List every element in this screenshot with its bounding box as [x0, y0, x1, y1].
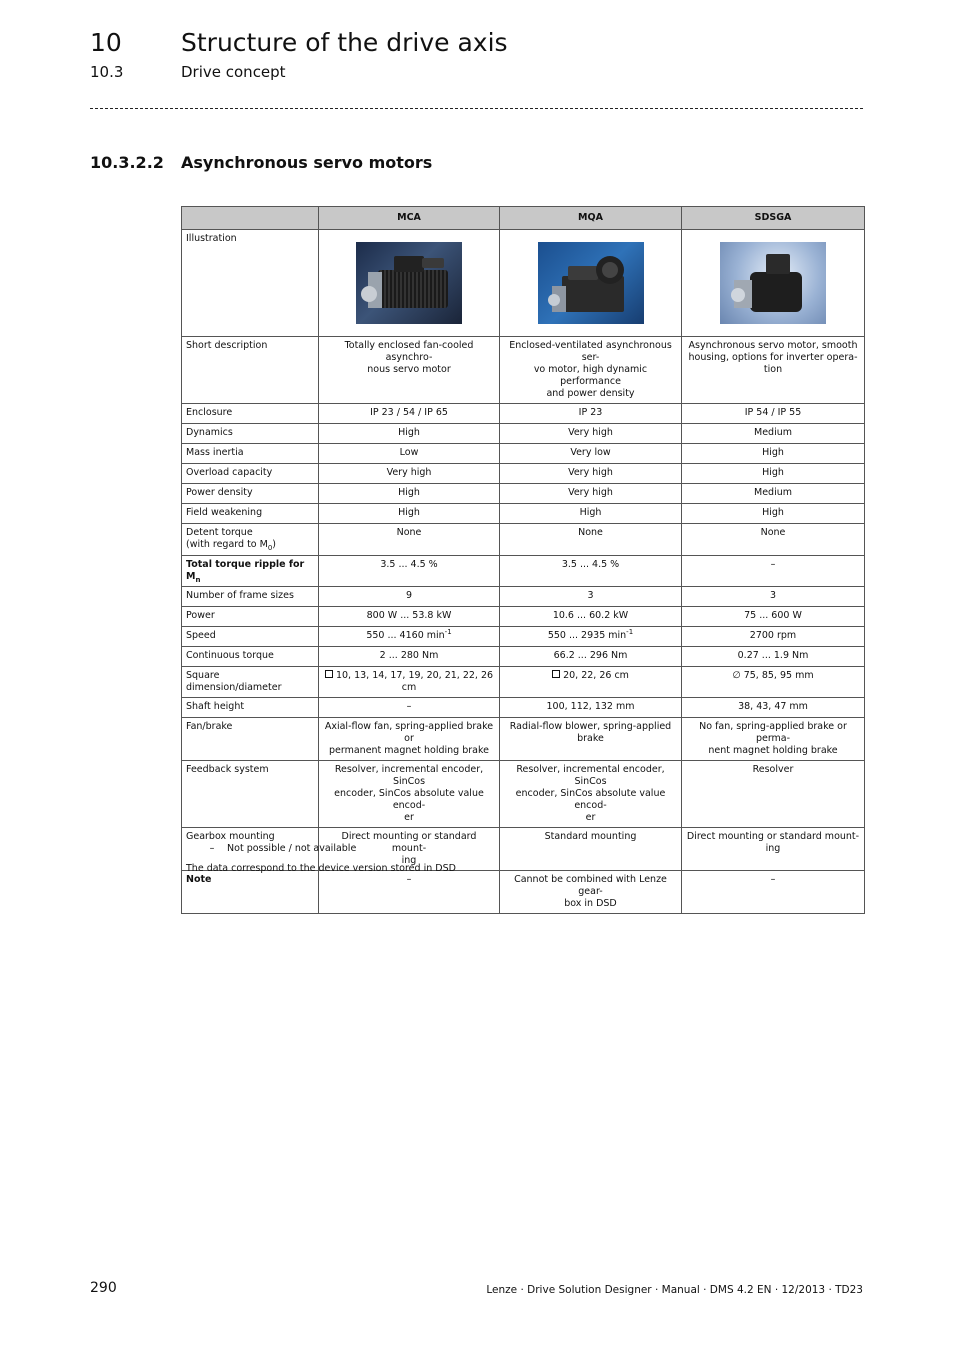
value-cell-mqa — [500, 484, 682, 504]
value-cell-mca — [319, 607, 500, 627]
cell-text: 75 ... 600 W — [744, 610, 802, 621]
cell-text: Resolver, incremental encoder, SinCos encoder, SinCos absolute value encod- er — [334, 764, 484, 823]
value-cell-sdsga — [682, 871, 865, 914]
cell-text: 10, 13, 14, 17, 19, 20, 21, 22, 26 cm — [335, 670, 494, 693]
cell-text: – — [406, 701, 412, 712]
cell-text: None — [760, 527, 786, 538]
cell-text: 2700 rpm — [749, 630, 797, 641]
cell-text: None — [578, 527, 603, 538]
row-label — [182, 607, 319, 627]
value-cell-mqa — [500, 607, 682, 627]
row-label-text: Fan/brake — [186, 721, 233, 732]
row-label — [182, 627, 319, 647]
mca-motor-image — [356, 242, 462, 324]
cell-text: Very high — [568, 467, 613, 478]
motor-spec-table — [181, 206, 865, 914]
table-row — [182, 587, 865, 607]
table-row-illustration — [182, 230, 865, 337]
row-label-text: Speed — [186, 630, 216, 641]
row-label-text: Power density — [186, 487, 253, 498]
cell-text: ∅ 75, 85, 95 mm — [732, 670, 814, 681]
cell-text: High — [762, 507, 784, 518]
page-number: 290 — [90, 1280, 117, 1296]
row-label-text: Dynamics — [186, 427, 233, 438]
cell-text: High — [398, 507, 420, 518]
row-label — [182, 464, 319, 484]
value-cell-mqa — [500, 761, 682, 828]
value-cell-mqa — [500, 524, 682, 556]
illustration-cell-sdsga — [682, 230, 865, 337]
cell-text: Direct mounting or standard mount- ing — [686, 831, 860, 854]
unit-superscript: -1 — [626, 627, 634, 636]
cell-text: Resolver — [752, 764, 794, 775]
value-cell-sdsga — [682, 504, 865, 524]
cell-text: High — [762, 447, 784, 458]
value-cell-sdsga — [682, 444, 865, 464]
value-cell-sdsga — [682, 627, 865, 647]
table-header-row — [182, 207, 865, 230]
value-cell-mqa — [500, 871, 682, 914]
cell-text: High — [398, 487, 420, 498]
table-row — [182, 424, 865, 444]
value-cell-mca — [319, 667, 500, 698]
cell-text: Asynchronous servo motor, smooth housing, options for inverter opera- tion — [688, 340, 858, 375]
illustration-cell-mqa — [500, 230, 682, 337]
cell-text: Medium — [754, 427, 792, 438]
row-label-note: (with regard to M — [186, 539, 268, 550]
value-cell-mqa — [500, 647, 682, 667]
value-cell-mqa — [500, 828, 682, 871]
cell-text: 3.5 ... 4.5 % — [380, 559, 438, 570]
value-cell-sdsga — [682, 524, 865, 556]
cell-text: 100, 112, 132 mm — [546, 701, 635, 712]
row-label — [182, 504, 319, 524]
value-cell-mqa — [500, 504, 682, 524]
header-divider — [90, 108, 863, 109]
cell-text: Very low — [570, 447, 611, 458]
value-cell-mca — [319, 587, 500, 607]
row-label-text: Field weakening — [186, 507, 263, 518]
row-label — [182, 404, 319, 424]
table-row — [182, 484, 865, 504]
cell-text: Very high — [386, 467, 432, 478]
value-cell-mca — [319, 404, 500, 424]
value-cell-sdsga — [682, 698, 865, 718]
value-cell-mca — [319, 424, 500, 444]
cell-text: – — [770, 874, 776, 885]
value-cell-sdsga — [682, 828, 865, 871]
row-label-text: Detent torque — [186, 527, 253, 538]
row-label-text: Mass inertia — [186, 447, 244, 458]
value-cell-sdsga — [682, 718, 865, 761]
row-label-text: Number of frame sizes — [186, 590, 294, 601]
table-row — [182, 556, 865, 587]
value-cell-sdsga — [682, 464, 865, 484]
subsection-number: 10.3.2.2 — [90, 153, 164, 172]
row-label-text: Feedback system — [186, 764, 269, 775]
row-label-text: Continuous torque — [186, 650, 274, 661]
value-cell-mqa — [500, 556, 682, 587]
cell-text: High — [762, 467, 784, 478]
cell-text: Medium — [754, 487, 792, 498]
table-row — [182, 524, 865, 556]
value-cell-mqa — [500, 718, 682, 761]
table-row — [182, 698, 865, 718]
unit-superscript: -1 — [444, 627, 452, 636]
cell-text: – — [406, 874, 412, 885]
row-label — [182, 587, 319, 607]
legend-text: Not possible / not available — [227, 843, 357, 854]
cell-text: Standard mounting — [544, 831, 637, 842]
table-row — [182, 761, 865, 828]
cell-text: 2 ... 280 Nm — [379, 650, 439, 661]
row-label — [182, 337, 319, 404]
value-cell-mca — [319, 484, 500, 504]
row-label — [182, 556, 319, 587]
cell-text: Very high — [568, 427, 613, 438]
cell-text: 550 ... 4160 min — [366, 630, 445, 641]
cell-text: 3 — [587, 590, 594, 601]
legend — [186, 843, 356, 854]
square-dimension-icon — [552, 670, 560, 678]
cell-text: 9 — [405, 590, 413, 601]
row-label — [182, 718, 319, 761]
value-cell-mqa — [500, 404, 682, 424]
table-row — [182, 337, 865, 404]
value-cell-mca — [319, 761, 500, 828]
row-label — [182, 698, 319, 718]
value-cell-sdsga — [682, 647, 865, 667]
value-cell-mqa — [500, 424, 682, 444]
value-cell-mqa — [500, 698, 682, 718]
cell-text: 800 W ... 53.8 kW — [366, 610, 452, 621]
cell-text: 0.27 ... 1.9 Nm — [737, 650, 809, 661]
value-cell-sdsga — [682, 607, 865, 627]
value-cell-sdsga — [682, 337, 865, 404]
header-cell-sdsga: SDSGA — [682, 207, 865, 230]
table-row — [182, 871, 865, 914]
cell-text: 3 — [769, 590, 777, 601]
cell-text: 550 ... 2935 min — [547, 630, 627, 641]
row-label-text: Power — [186, 610, 215, 621]
row-label — [182, 761, 319, 828]
table-row — [182, 627, 865, 647]
section-title: Drive concept — [181, 63, 286, 81]
header-cell-mqa: MQA — [500, 207, 682, 230]
value-cell-mca — [319, 718, 500, 761]
subsection-title: Asynchronous servo motors — [181, 153, 433, 172]
value-cell-mca — [319, 556, 500, 587]
row-label-text: Gearbox mounting — [186, 831, 275, 842]
cell-text: Low — [399, 447, 419, 458]
row-label — [182, 444, 319, 464]
cell-text: IP 23 / 54 / IP 65 — [370, 407, 448, 418]
row-label: Detent torque (with regard to $M_0$) — [182, 524, 319, 556]
cell-text: 38, 43, 47 mm — [738, 701, 808, 712]
row-label-text: Overload capacity — [186, 467, 273, 478]
cell-text: High — [398, 427, 420, 438]
cell-text: Radial-flow blower, spring-applied brake — [509, 721, 672, 744]
value-cell-sdsga — [682, 404, 865, 424]
row-label-text: Note — [186, 874, 212, 885]
value-cell-mca — [319, 524, 500, 556]
value-cell-mqa — [500, 337, 682, 404]
illustration-cell-mca — [319, 230, 500, 337]
row-label-subscript: n — [195, 575, 201, 584]
row-label-note-subscript: 0 — [267, 543, 273, 552]
value-cell-mqa — [500, 444, 682, 464]
table-row — [182, 647, 865, 667]
row-label: Illustration — [182, 230, 319, 337]
value-cell-mca — [319, 627, 500, 647]
header-cell-mca: MCA — [319, 207, 500, 230]
value-cell-mca — [319, 444, 500, 464]
value-cell-mqa — [500, 464, 682, 484]
value-cell-sdsga — [682, 556, 865, 587]
row-label — [182, 484, 319, 504]
header-cell-empty — [182, 207, 319, 230]
chapter-number: 10 — [90, 28, 122, 57]
row-label — [182, 647, 319, 667]
cell-text: – — [770, 559, 776, 570]
value-cell-sdsga — [682, 484, 865, 504]
table-row — [182, 607, 865, 627]
sdsga-motor-image — [720, 242, 826, 324]
cell-text: Totally enclosed fan-cooled asynchro- nous servo motor — [344, 340, 474, 375]
value-cell-mca — [319, 647, 500, 667]
value-cell-mca — [319, 698, 500, 718]
table-row — [182, 464, 865, 484]
value-cell-mca — [319, 504, 500, 524]
row-label-text: Square dimension/diameter — [186, 670, 282, 693]
value-cell-mca — [319, 871, 500, 914]
cell-text: Very high — [568, 487, 613, 498]
cell-text: Axial-flow fan, spring-applied brake or permanent magnet holding brake — [324, 721, 494, 756]
cell-text: 66.2 ... 296 Nm — [553, 650, 628, 661]
table-row — [182, 444, 865, 464]
cell-text: Enclosed-ventilated asynchronous ser- vo motor, high dynamic performance and power density — [509, 340, 672, 399]
value-cell-mqa — [500, 667, 682, 698]
legend-symbol: – — [209, 843, 215, 854]
value-cell-mca — [319, 337, 500, 404]
value-cell-mqa — [500, 627, 682, 647]
row-label — [182, 667, 319, 698]
cell-text: IP 54 / IP 55 — [744, 407, 802, 418]
value-cell-mqa — [500, 587, 682, 607]
page-footer: Lenze · Drive Solution Designer · Manual · DMS 4.2 EN · 12/2013 · TD23 — [486, 1284, 863, 1296]
mqa-motor-image — [538, 242, 644, 324]
cell-text: None — [396, 527, 422, 538]
cell-text: Direct mounting or standard mount- ing — [341, 831, 477, 866]
cell-text: 10.6 ... 60.2 kW — [552, 610, 629, 621]
row-label-text: Short description — [186, 340, 268, 351]
cell-text: Cannot be combined with Lenze gear- box in DSD — [514, 874, 667, 909]
cell-text: 20, 22, 26 cm — [563, 670, 629, 681]
value-cell-sdsga — [682, 761, 865, 828]
row-label-text: Shaft height — [186, 701, 245, 712]
row-label-text: Total torque ripple for M — [186, 559, 305, 582]
table-row — [182, 504, 865, 524]
section-number: 10.3 — [90, 63, 124, 81]
value-cell-mca — [319, 464, 500, 484]
cell-text: Resolver, incremental encoder, SinCos encoder, SinCos absolute value encod- er — [515, 764, 666, 823]
square-dimension-icon — [325, 670, 333, 678]
row-label — [182, 424, 319, 444]
row-label-text: Enclosure — [186, 407, 233, 418]
cell-text: IP 23 — [578, 407, 603, 418]
cell-text: No fan, spring-applied brake or perma- nent magnet holding brake — [699, 721, 847, 756]
value-cell-sdsga — [682, 587, 865, 607]
table-row — [182, 404, 865, 424]
table-row — [182, 667, 865, 698]
chapter-title: Structure of the drive axis — [181, 28, 508, 57]
table-row — [182, 718, 865, 761]
row-label — [182, 871, 319, 914]
cell-text: 3.5 ... 4.5 % — [561, 559, 620, 570]
value-cell-sdsga — [682, 667, 865, 698]
table-footnote: The data correspond to the device version stored in DSD — [186, 863, 456, 874]
cell-text: High — [579, 507, 602, 518]
value-cell-sdsga — [682, 424, 865, 444]
